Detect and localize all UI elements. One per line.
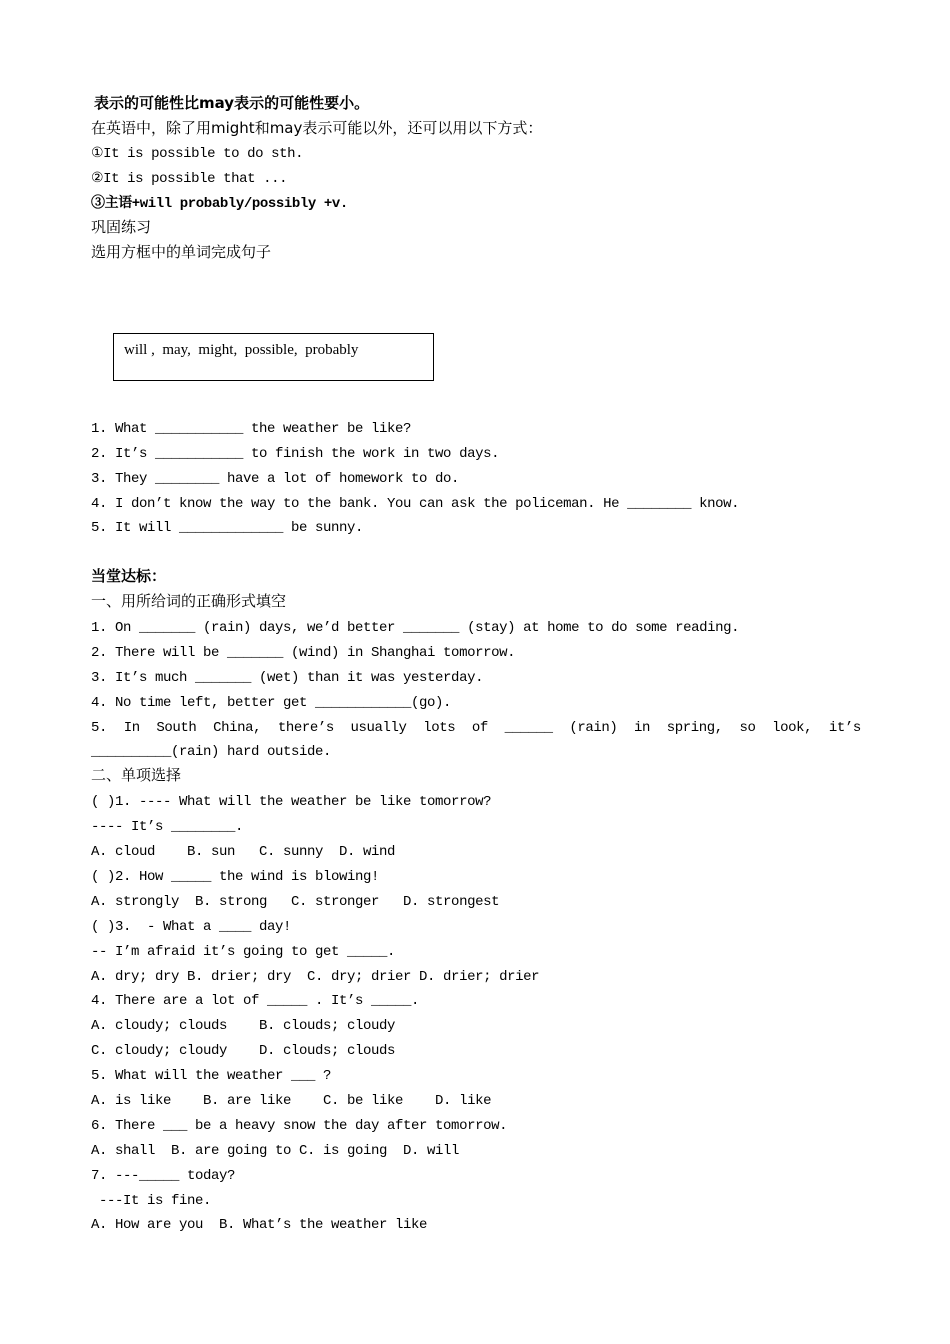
q5-word: spring, (666, 720, 723, 736)
q5-word: South (156, 720, 197, 736)
q5-word: look, (772, 720, 813, 736)
q5-word: usually (350, 720, 407, 736)
fill-sentence: 3. They ________ have a lot of homework to do. (91, 471, 460, 487)
intro-line-2: 在英语中，除了用might和may表示可能以外，还可以用以下方式： (91, 119, 543, 137)
part2-line: ---It is fine. (91, 1193, 212, 1209)
part2-title: 二、单项选择 (91, 766, 182, 784)
intro-line-1: 表示的可能性比may表示的可能性要小。 (94, 94, 370, 112)
fill-sentence: 2. It’s ___________ to finish the work in two days. (91, 446, 500, 462)
word-box (113, 333, 434, 381)
part2-line: 4. There are a lot of _____ . It’s _____. (91, 993, 420, 1009)
q5-word: lots (423, 720, 456, 736)
part1-question: 3. It’s much _______ (wet) than it was yesterday. (91, 670, 484, 686)
part2-line: A. is like B. are like C. be like D. like (91, 1093, 492, 1109)
q5-word: ______ (504, 720, 553, 736)
way-2: ②It is possible that ... (91, 171, 288, 187)
fill-sentence: 1. What ___________ the weather be like? (91, 421, 412, 437)
word-box-text: will , may, might, possible, probably (124, 342, 359, 358)
part2-line: A. How are you B. What’s the weather like (91, 1217, 428, 1233)
part1-question: 2. There will be _______ (wind) in Shanghai tomorrow. (91, 645, 516, 661)
part2-line: 6. There ___ be a heavy snow the day after tomorrow. (91, 1118, 508, 1134)
part1-title: 一、用所给词的正确形式填空 (91, 592, 287, 610)
practice-instruction: 选用方框中的单词完成句子 (91, 243, 272, 261)
q5-word: so (739, 720, 756, 736)
q5-word: there’s (277, 720, 334, 736)
part2-line: A. strongly B. strong C. stronger D. strongest (91, 894, 500, 910)
part2-line: ( )2. How _____ the wind is blowing! (91, 869, 380, 885)
part1-question-5 (91, 719, 861, 737)
q5-word: China, (213, 720, 262, 736)
q5-word: it’s (828, 720, 861, 736)
part2-line: ( )3. - What a ____ day! (91, 919, 292, 935)
part1-question-5-cont: __________(rain) hard outside. (91, 744, 332, 760)
part2-line: C. cloudy; cloudy D. clouds; clouds (91, 1043, 396, 1059)
q5-word: of (471, 720, 488, 736)
way-1: ①It is possible to do sth. (91, 146, 304, 162)
part2-line: 7. ---_____ today? (91, 1168, 236, 1184)
part2-line: ( )1. ---- What will the weather be like tomorrow? (91, 794, 492, 810)
test-title: 当堂达标： (91, 567, 167, 585)
fill-sentence: 4. I don’t know the way to the bank. You can ask the policeman. He ________ know. (91, 496, 740, 512)
q5-word: in (634, 720, 651, 736)
part2-line: A. shall B. are going to C. is going D. will (91, 1143, 460, 1159)
practice-title: 巩固练习 (91, 218, 152, 236)
part2-line: 5. What will the weather ___ ? (91, 1068, 332, 1084)
way-3: ③主语+will probably/possibly +v. (91, 196, 348, 212)
part2-line: -- I’m afraid it’s going to get _____. (91, 944, 396, 960)
q5-word: 5. (91, 720, 108, 736)
q5-word: (rain) (569, 720, 618, 736)
part2-line: A. dry; dry B. drier; dry C. dry; drier D. drier; drier (91, 969, 540, 985)
part1-question: 4. No time left, better get ____________(go). (91, 695, 452, 711)
part2-line: ---- It’s ________. (91, 819, 244, 835)
fill-sentence: 5. It will _____________ be sunny. (91, 520, 364, 536)
part1-question: 1. On _______ (rain) days, we’d better _______ (stay) at home to do some reading. (91, 620, 740, 636)
q5-word: In (123, 720, 140, 736)
part2-line: A. cloudy; clouds B. clouds; cloudy (91, 1018, 396, 1034)
part2-line: A. cloud B. sun C. sunny D. wind (91, 844, 396, 860)
